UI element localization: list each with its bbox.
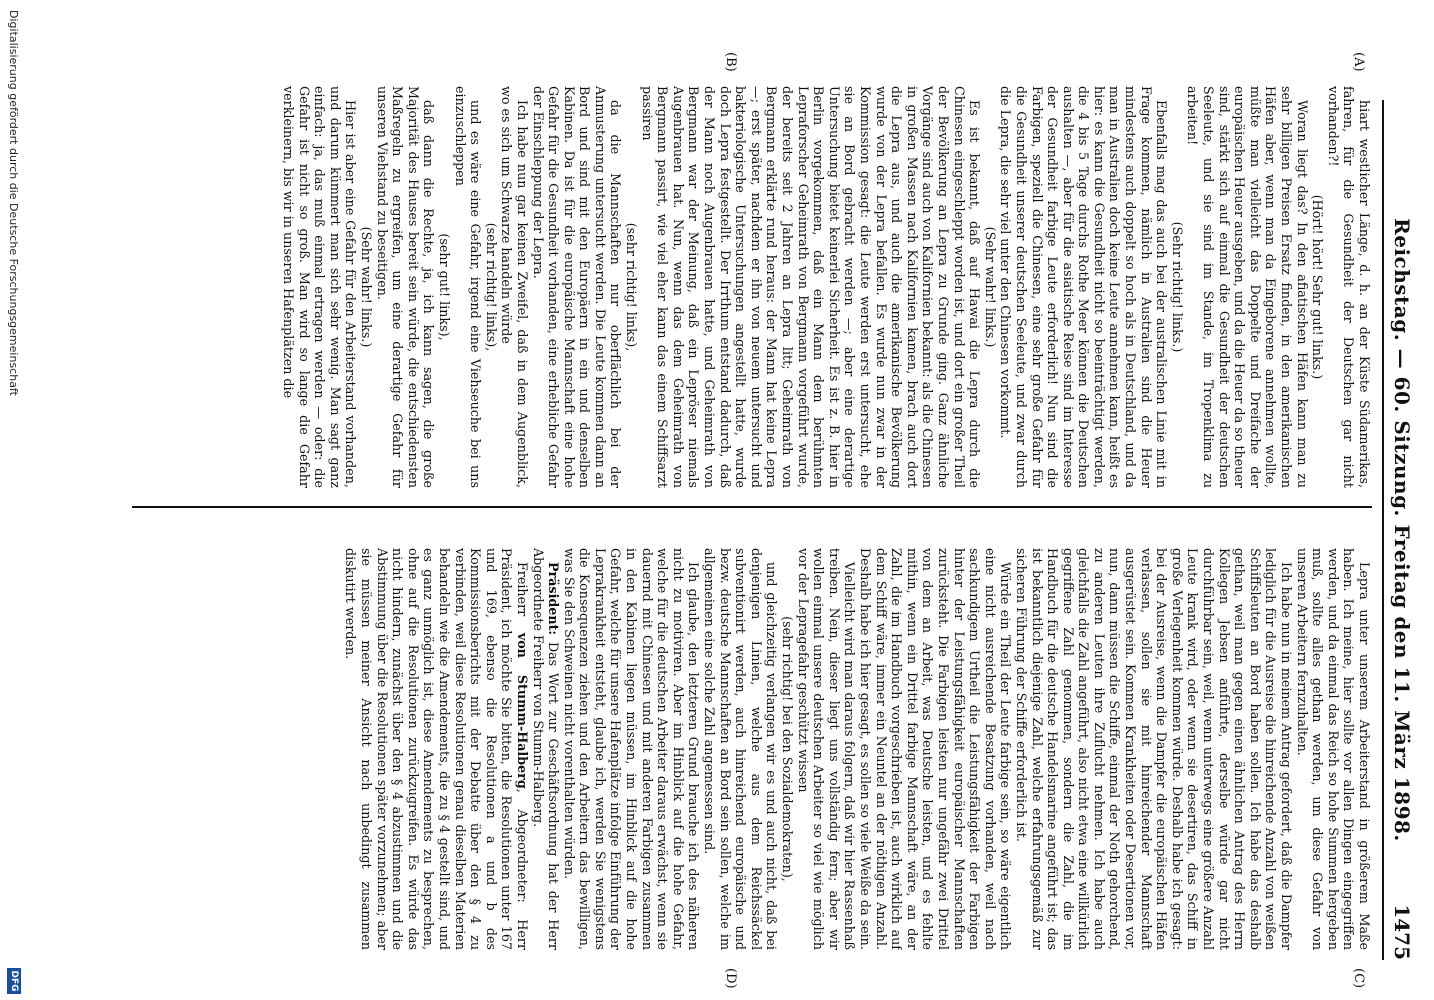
margin-marker-a: (A) — [1351, 52, 1366, 72]
interjection: (sehr richtig! links), — [483, 222, 499, 352]
paragraph: Ebenfalls mag das auch bei der australischen Linie mit in Frage kommen, nämlich in Australien sind die Heuer mindestens auch doppelt so hoch als in Deutschland, und da man in Australien doch keine Leute annehmen kann, heißt es hier: es kann die Gesundheit nicht so beeinträchtigt werden, die 4 bis 5 Tage durchs Rothe Meer können die Deutschen aushalten —, aber für die asiatische Reise sind im Interesse der Gesundheit farbige Leute erforderlich! Nun sind die Farbigen, speziell die Chinesen, eine sehr große Gefahr für die Gesundheit unserer deutschen Seeleute, und zwar durch die Lepra, die sehr viel unter den Chinesen vorkommt. — [998, 86, 1170, 488]
paragraph: Freiherr von Stumm-Halberg, Abgeordneter: Herr Präsident, ich möchte Sie bitten, die Resolutionen unter 167 und 169, ebenso die Resolutionen a und b des Kommissionsberichts mit der Debatte über den § 4 zu verbinden, weil diese Resolutionen genau dieselben Materien behandeln wie die Amendements, die zu § 4 gestellt sind, und es ganz unmöglich ist, diese Amendements zu besprechen, ohne auf die Resolutionen zurückzugreifen. Es würde das nicht hindern, zunächst über den § 4 abzustimmen und die Abstimmung über die Resolutionen später vorzunehmen; aber sie müssen meiner Ansicht nach unbedingt zusammen diskutirt werden. — [343, 548, 530, 950]
interjection: (sehr richtig! links), — [624, 222, 640, 352]
header-title: Reichstag. — 60. Sitzung. Freitag den 11. März 1898. — [1390, 218, 1414, 842]
paragraph: hiart westlicher Länge, d. h. an der Küste Südamerikas, fahren, für die Gesundheit der Deutschen gar nicht vorhanden?! — [1325, 86, 1372, 488]
paragraph: daß dann die Rechte, ja, ich kann sagen, die große Majorität des Hauses bereit sein würde, die entschiedensten Maßregeln zu ergreifen, um eine derartige Gefahr für unseren Viehstand zu beseitigen. — [374, 86, 437, 488]
margin-marker-d: (D) — [723, 968, 738, 989]
paragraph: Es ist bekannt, daß auf Hawai die Lepra durch die Chinesen eingeschleppt worden ist, und dort ein großer Theil der Bevölkerung an Lepra zu Grunde ging. Ganz ähnliche Vorgänge sind auch von Kalifornien bekannt: als die Chinesen in großen Massen nach Kalifornien kamen, brach auch dort die Lepra aus, und auch die amerikanische Bevölkerung wurde von der Lepra befallen. Es wurde nun zwar in der Kommission gesagt: die Leute werden erst untersucht, ehe sie an Bord gebracht werden —; aber eine derartige Untersuchung bietet keinerlei Sicherheit. Es ist z. B. hier in Berlin vorgekommen, daß ein Mann dem berühmten Lepraforscher Geheimrath von Bergmann vorgeführt wurde, der bereits seit 2 Jahren an Lepra litt; Geheimrath von Bergmann erklärte rund heraus: der Mann hat keine Lepra —; erst später, nachdem er ihn von neuem untersucht und bakteriologische Untersuchungen angestellt hatte, wurde doch Lepra festgestellt. Der Irrthum entstand dadurch, daß der Mann noch Augenbrauen hatte, und Geheimrath von Bergmann war der Meinung, daß ein Lepröser niemals Augenbrauen hat. Nun, wenn das dem Geheimrath von Bergmann passirt, wie viel eher kann das einem Schiffsarzt passiren — [639, 86, 983, 488]
paragraph: da die Mannschaften nur oberflächlich bei der Anmusterung untersucht werden. Die Leute kommen dann an Bord und sind mit den Europäern in ein und denselben Kabinen. Da ist für die europäische Mannschaft eine hohe Gefahr für die Gesundheit vorhanden, eine erhebliche Gefahr der Einschleppung der Lepra. — [530, 86, 624, 488]
interjection: (sehr gut! links), — [436, 233, 452, 341]
interjection: (sehr richtig! bei den Sozialdemokraten), — [780, 616, 796, 882]
interjection: (Hört! hört! Sehr gut! links.) — [1310, 194, 1326, 380]
page-number: 1475 — [1390, 904, 1414, 960]
paragraph: Woran liegt das? In den afiatischen Häfen kann man zu sehr billigen Preisen Ersatz finden, in den amerikanischen Häfen aber, wenn man da Eingeborene annehmen wollte, müßte man vielleicht das Doppelte und Dreifache der europäischen Heuer ausgeben, und da die Heuer da so theuer sind, stärkt sich auf einmal die Gesundheit der deutschen Seeleute, und sie sind im Stande, im Tropenklima zu arbeiten! — [1185, 86, 1310, 488]
digitization-note: Digitalisierung gefördert durch die Deutsche Forschungsgemeinschaft — [7, 10, 20, 396]
running-head — [1382, 100, 1418, 960]
left-column — [112, 86, 1372, 488]
paragraph: Würde ein Theil der Leute farbige sein, so wäre eigentlich eine nicht ausreichende Besatzung vorhanden, weil nach sachkundigem Urtheil die Leistungsfähigkeit der Farbigen hinter der Leistungsfähigkeit europäischer Mannschaften zurücksteht. Die Farbigen leisten nur ungefähr zwei Drittel von dem an Arbeit, was Deutsche leisten, und es fehlte mithin, wenn ein Drittel farbige Mannschaft wäre, an der Zahl, die im Handbuch vorgeschrieben ist, auch wirklich auf dem Schiff wäre, immer ein Neuntel an der nöthigen Anzahl. Deshalb habe ich hier gesagt, es sollen so viele Weiße da sein. — [858, 548, 1014, 950]
dfg-logo: DFG — [7, 968, 21, 994]
paragraph: und gleichzeitig verlangen wir es und auch nicht, daß bei denjenigen Linien, welche aus dem Reichssäckel subventionirt werden, auch hinreichend europäische und bezw. deutsche Mannschaften an Bord sein sollen, welche im allgemeinen eine solche Zahl angemessen sind. — [702, 548, 780, 950]
interjection: (Sehr richtig! links.) — [1169, 221, 1185, 353]
interjection: (Sehr wahr! links.) — [359, 226, 374, 348]
paragraph: Präsident: Das Wort zur Geschäftsordnung hat der Herr Abgeordnete Freiherr von Stumm-Halberg. — [530, 548, 562, 950]
paragraph: Hier ist aber eine Gefahr für den Arbeiterstand vorhanden, und darum kümmert man sich sehr wenig. Man sagt ganz einfach: ja, das muß einmal ertragen werden — oder: die Gefahr ist nicht so groß. Man wird so lange die Gefahr verkleinern, bis wir in unseren Hafenplätzen die — [281, 86, 359, 488]
paragraph: Lepra unter unserem Arbeiterstand in größerem Maße haben. Ich meine, hier sollte vor allen Dingen eingegriffen werden, und da einmal das Reich so hohe Summen hergeben muß, sollte alles gethan werden, um diese Gefahr von unseren Arbeitern fernzuhalten. — [1294, 548, 1372, 950]
paragraph: Vielleicht wird man daraus folgern, daß wir hier Rassenhaß treiben. Nein, dieser liegt uns vollständig fern; aber wir wollen einmal unsere deutschen Arbeiter so viel wie möglich vor der Lepragefahr geschützt wissen — [795, 548, 858, 950]
paragraph: Ich habe nun gar keinen Zweifel, daß in dem Augenblick, wo es sich um Schwarze handeln würde — [499, 86, 530, 488]
paragraph: Ich glaube, den letzteren Grund brauche ich des näheren nicht zu motiviren. Aber im Hinblick auf die hohe Gefahr, welche für die deutschen Arbeiter daraus erwächst, wenn sie dauernd mit Chinesen und mit anderen Farbigen zusammen in den Kabinen liegen müssen, im Hinblick auf die hohe Gefahr, welche für unsere Hafenplätze infolge Einführung der Leprakrankheit entsteht, glaube ich, werden Sie wenigstens die Konsequenzen ziehen und den Arbeitern das bewilligen, was Sie den Schweinen nicht vorenthalten würden. — [561, 548, 702, 950]
column-divider — [132, 506, 1372, 508]
margin-marker-c: (C) — [1351, 968, 1366, 989]
interjection: (Sehr wahr! links.) — [982, 226, 998, 348]
paragraph: Ich habe nun in meinem Antrag gefordert, daß die Dampfer lediglich für die Ausreise die hinreichende Anzahl von weißen Schiffsleuten an Bord haben sollen. Ich habe das deshalb gethan, weil man gegen einen ähnlichen Antrag des Herrn Kollegen Jebsen anführte, derselbe würde gar nicht durchführbar sein, weil, wenn unterwegs eine größere Anzahl Leute krank wird, oder wenn sie desertiren, das Schiff in große Verlegenheit kommen würde. Deshalb habe ich gesagt: bei der Ausreise, wenn die Dampfer die europäischen Häfen verlassen, sollen sie mit hinreichender Mannschaft ausgerüstet sein. Kommen Krankheiten oder Desertionen vor, nun, dann müssen die Schiffe, einmal der Noth gehorchend, zu anderen Leuten ihre Zuflucht nehmen. Ich habe auch gleichfalls die Zahl angeführt, also nicht etwa eine willkürlich gegriffene Zahl genommen, sondern die Zahl, die im Handbuch für die deutsche Handelsmarine angeführt ist; das ist bekanntlich diejenige Zahl, welche erfahrungsgemäß zur sicheren Führung der Schiffe erforderlich ist. — [1013, 548, 1295, 950]
paragraph: und es wäre eine Gefahr, irgend eine Viehseuche bei uns einzuschleppen — [452, 86, 484, 488]
margin-marker-b: (B) — [723, 52, 738, 72]
right-column — [112, 548, 1372, 950]
